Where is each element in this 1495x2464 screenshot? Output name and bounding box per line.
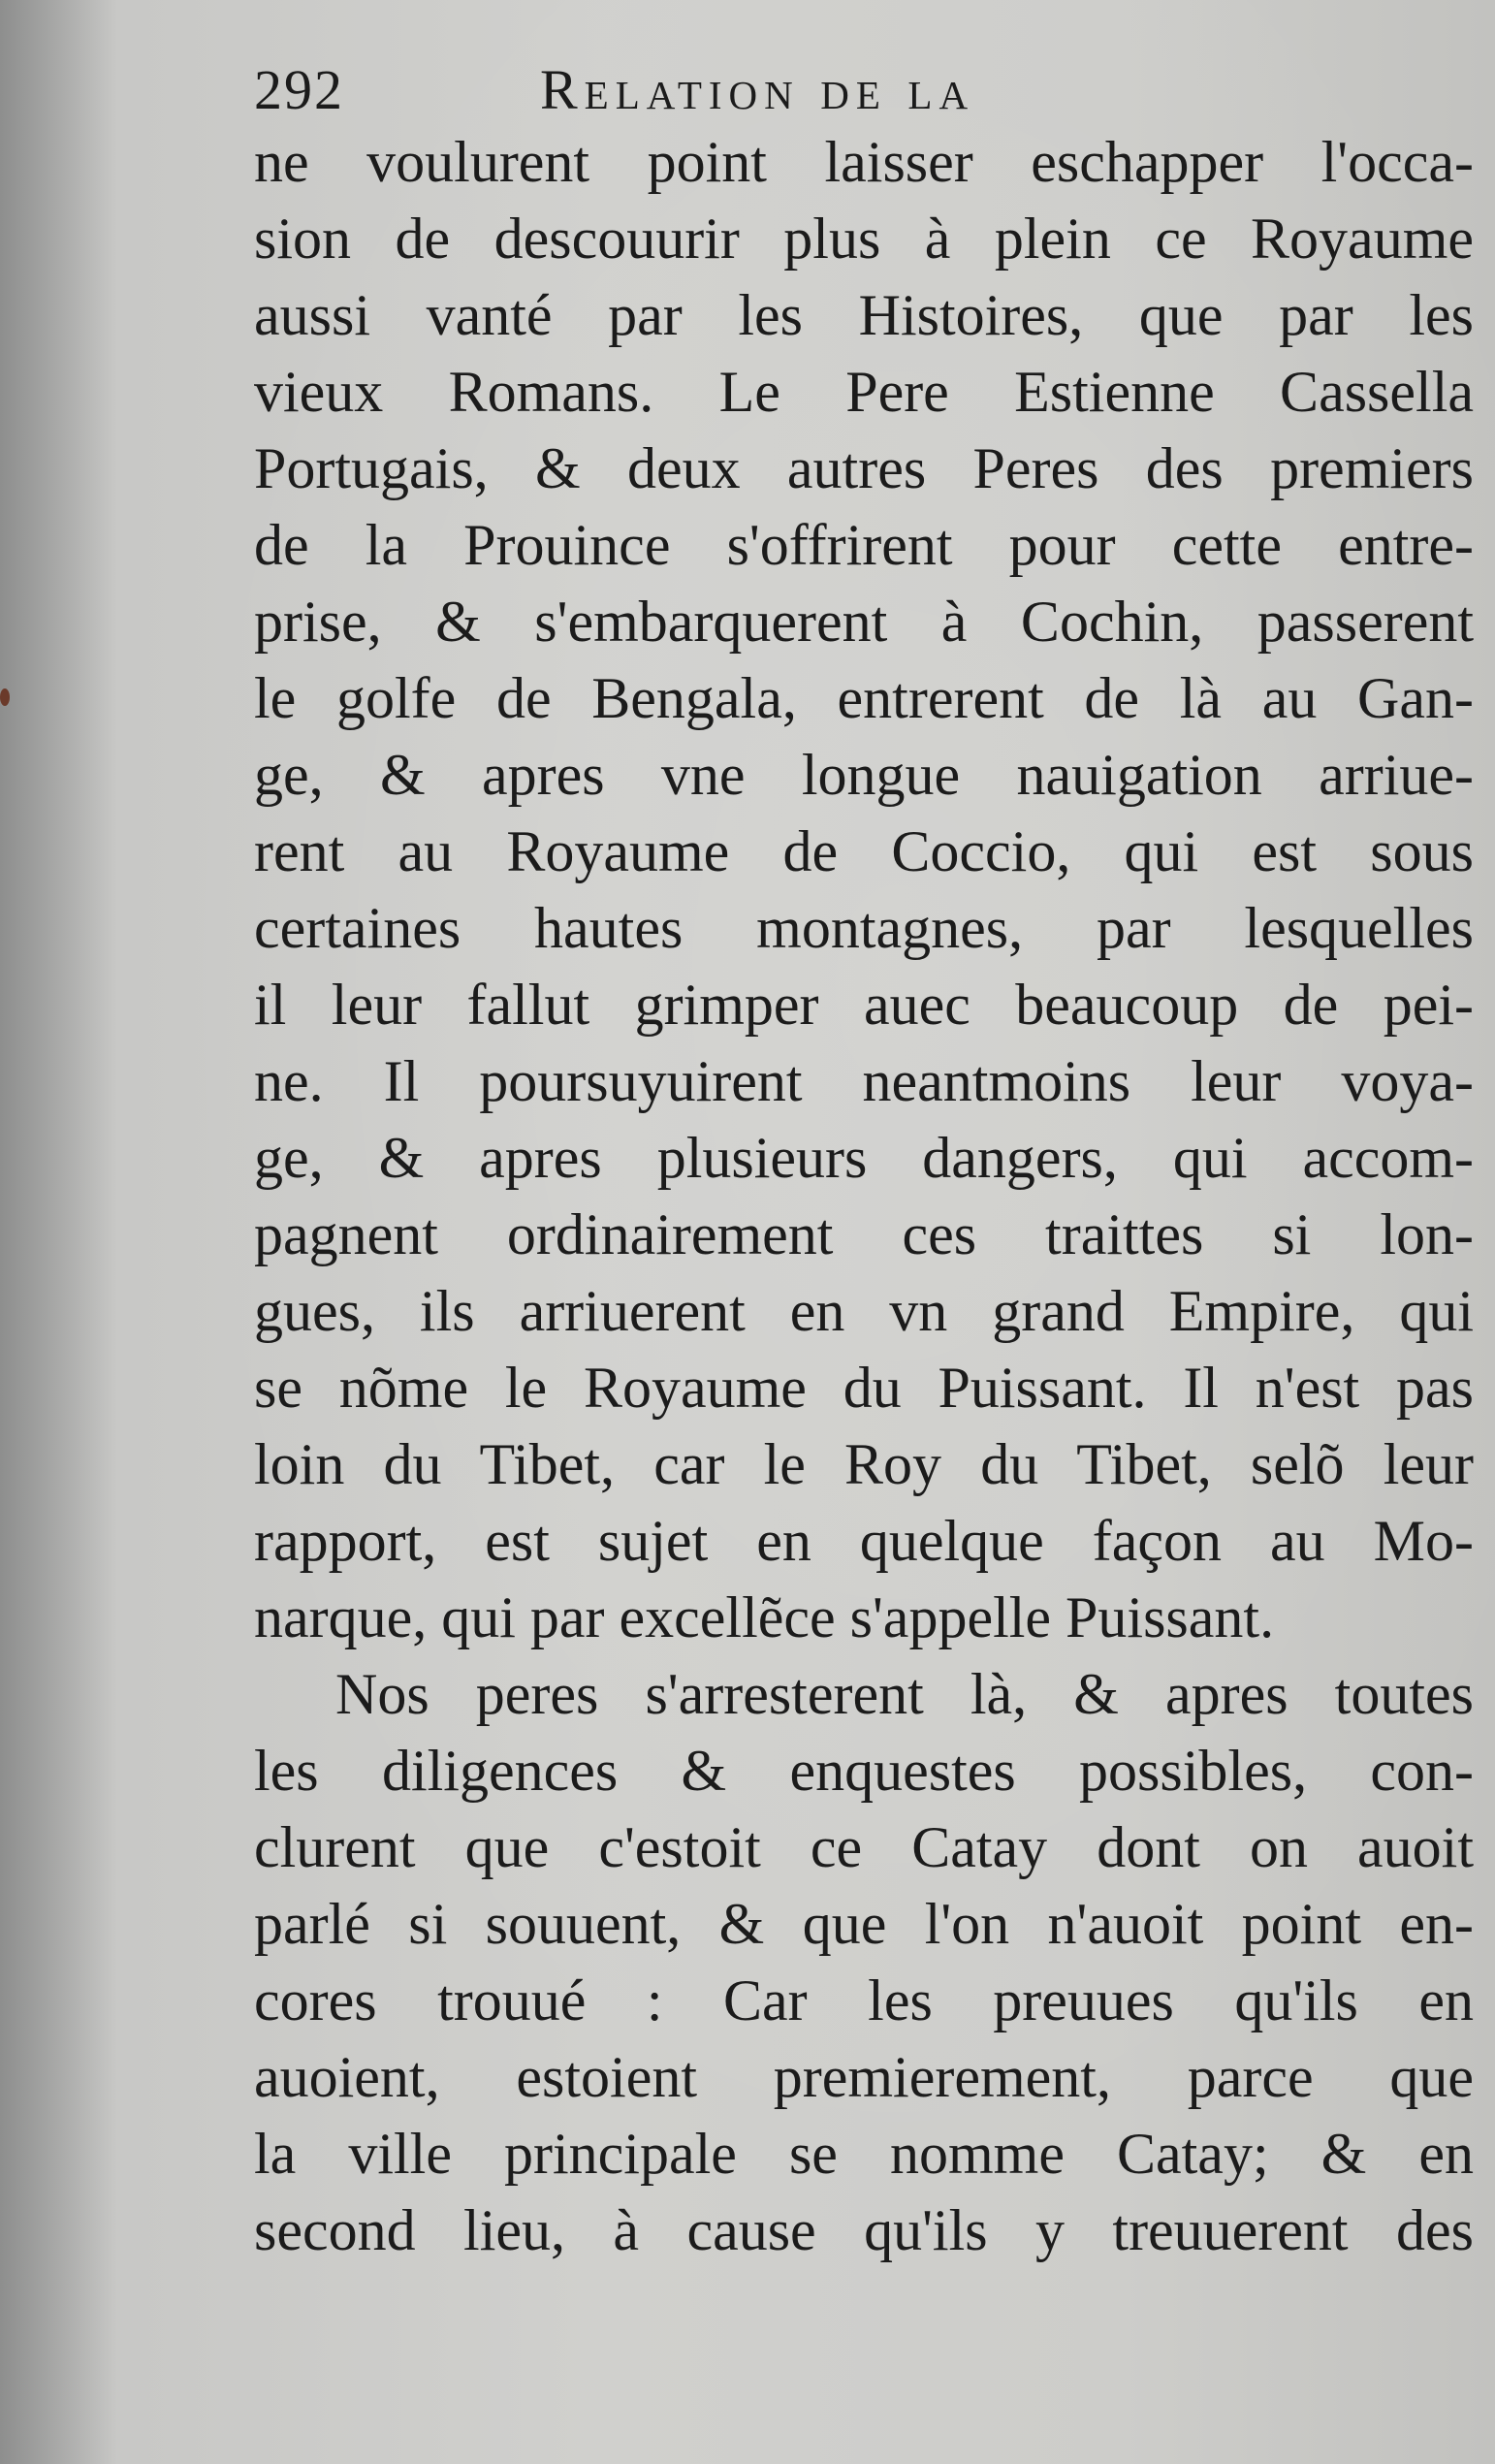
text-line: narque, qui par excellẽce s'appelle Puissant.	[254, 1585, 1275, 1649]
text-line: il leur fallut grimper auec beaucoup de pei-	[254, 973, 1474, 1037]
text-line: Portugais, & deux autres Peres des premiers	[254, 436, 1474, 500]
text-line: pagnent ordinairement ces traittes si lon-	[254, 1202, 1474, 1266]
text-line: ge, & apres plusieurs dangers, qui accom-	[254, 1126, 1474, 1190]
text-line: ge, & apres vne longue nauigation arriue-	[254, 743, 1474, 807]
paper-stain	[0, 688, 10, 706]
text-line: certaines hautes montagnes, par lesquelles	[254, 896, 1474, 960]
paragraph-1	[254, 124, 1474, 1656]
spine-shadow	[0, 0, 116, 2464]
body-text	[254, 124, 1474, 2269]
page-number: 292	[254, 58, 344, 121]
text-line: gues, ils arriuerent en vn grand Empire, qui	[254, 1279, 1474, 1343]
text-line: le golfe de Bengala, entrerent de là au Gan-	[254, 666, 1474, 730]
text-line: sion de descouurir plus à plein ce Royaume	[254, 207, 1474, 271]
text-line: loin du Tibet, car le Roy du Tibet, selõ leur	[254, 1432, 1474, 1496]
text-line: de la Prouince s'offrirent pour cette entre-	[254, 513, 1474, 577]
text-line: Nos peres s'arresterent là, & apres toutes	[335, 1662, 1474, 1726]
text-line: second lieu, à cause qu'ils y treuuerent des	[254, 2198, 1474, 2262]
text-line: ne. Il poursuyuirent neantmoins leur voya-	[254, 1049, 1474, 1113]
text-line: prise, & s'embarquerent à Cochin, passerent	[254, 590, 1474, 654]
page-header	[254, 56, 1224, 124]
text-line: clurent que c'estoit ce Catay dont on auoit	[254, 1815, 1474, 1879]
text-line: la ville principale se nomme Catay; & en	[254, 2122, 1474, 2186]
text-line: les diligences & enquestes possibles, con-	[254, 1739, 1474, 1803]
text-line: aussi vanté par les Histoires, que par les	[254, 283, 1474, 347]
paragraph-2	[254, 1656, 1474, 2269]
text-line: ne voulurent point laisser eschapper l'occa-	[254, 130, 1474, 194]
running-head: Relation de la	[540, 58, 975, 121]
text-line: auoient, estoient premierement, parce que	[254, 2045, 1474, 2109]
text-line: cores trouué : Car les preuues qu'ils en	[254, 1968, 1474, 2032]
text-line: rapport, est sujet en quelque façon au Mo-	[254, 1509, 1474, 1573]
text-line: parlé si souuent, & que l'on n'auoit point en-	[254, 1892, 1474, 1956]
text-line: vieux Romans. Le Pere Estienne Cassella	[254, 360, 1474, 424]
text-line: se nõme le Royaume du Puissant. Il n'est pas	[254, 1356, 1474, 1420]
text-line: rent au Royaume de Coccio, qui est sous	[254, 819, 1474, 883]
